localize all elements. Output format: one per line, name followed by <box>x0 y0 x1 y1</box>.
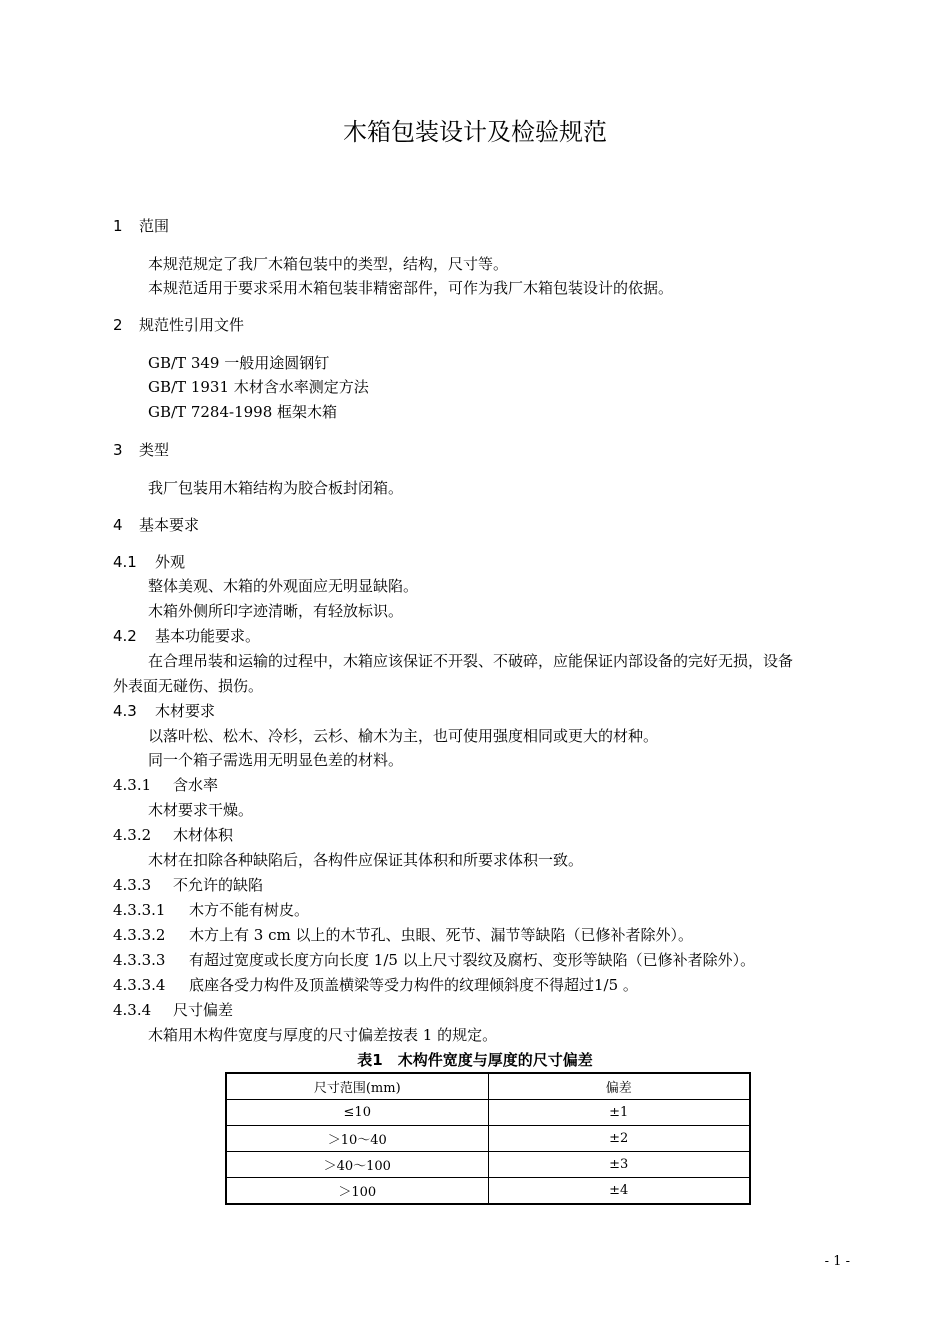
section-4-1-para-2: 木箱外侧所印字迹清晰，有轻放标识。 <box>148 602 404 620</box>
reference-item: GB/T 7284-1998 框架木箱 <box>148 403 338 421</box>
table-cell: ≤10 <box>226 1100 488 1126</box>
section-4-3-3-3: 4.3.3.3 有超过宽度或长度方向长度 1/5 以上尺寸裂纹及腐朽、变形等缺陷（已修补者除外）。 <box>113 951 756 969</box>
table-cell: ±1 <box>488 1100 750 1126</box>
table-row <box>226 1152 750 1178</box>
section-3-para-1: 我厂包装用木箱结构为胶合板封闭箱。 <box>148 479 404 497</box>
section-4-1-heading: 4.1 外观 <box>113 553 186 571</box>
table-row <box>226 1178 750 1205</box>
table-cell: ＞10～40 <box>226 1126 488 1152</box>
section-4-2-heading: 4.2 基本功能要求。 <box>113 627 261 645</box>
section-4-3-heading: 4.3 木材要求 <box>113 702 216 720</box>
section-4-2-para-1: 在合理吊装和运输的过程中，木箱应该保证不开裂、不破碎，应能保证内部设备的完好无损，设备 <box>148 652 794 670</box>
table-header-cell: 偏差 <box>488 1073 750 1100</box>
section-4-3-2-heading: 4.3.2 木材体积 <box>113 826 234 844</box>
table-row <box>226 1126 750 1152</box>
table-row <box>226 1100 750 1126</box>
section-4-heading: 4 基本要求 <box>113 516 200 534</box>
page-number: - 1 - <box>824 1254 850 1269</box>
table-header-row <box>226 1073 750 1100</box>
section-4-3-para-2: 同一个箱子需选用无明显色差的材料。 <box>148 751 404 769</box>
table-cell: ＞40～100 <box>226 1152 488 1178</box>
section-4-3-para-1: 以落叶松、松木、冷杉，云杉、榆木为主，也可使用强度相同或更大的材种。 <box>148 727 659 745</box>
section-3-heading: 3 类型 <box>113 441 170 459</box>
section-1-heading: 1 范围 <box>113 217 170 235</box>
section-4-3-3-2: 4.3.3.2 木方上有 3 cm 以上的木节孔、虫眼、死节、漏节等缺陷（已修补者除外）。 <box>113 926 693 944</box>
section-4-3-3-heading: 4.3.3 不允许的缺陷 <box>113 876 264 894</box>
section-1-para-1: 本规范规定了我厂木箱包装中的类型，结构，尺寸等。 <box>148 255 509 273</box>
section-4-3-2-para-1: 木材在扣除各种缺陷后，各构件应保证其体积和所要求体积一致。 <box>148 851 584 869</box>
section-4-3-1-heading: 4.3.1 含水率 <box>113 776 219 794</box>
section-4-3-1-para-1: 木材要求干燥。 <box>148 801 254 819</box>
section-4-3-3-1: 4.3.3.1 木方不能有树皮。 <box>113 901 310 919</box>
section-4-1-para-1: 整体美观、木箱的外观面应无明显缺陷。 <box>148 577 419 595</box>
table-header-cell: 尺寸范围(mm) <box>226 1073 488 1100</box>
reference-item: GB/T 349 一般用途圆钢钉 <box>148 354 330 372</box>
section-2-heading: 2 规范性引用文件 <box>113 316 245 334</box>
table-cell: ±2 <box>488 1126 750 1152</box>
deviation-table <box>225 1072 751 1205</box>
table-caption: 表1 木构件宽度与厚度的尺寸偏差 <box>357 1051 593 1069</box>
section-4-3-3-4: 4.3.3.4 底座各受力构件及顶盖横梁等受力构件的纹理倾斜度不得超过1/5 。 <box>113 976 638 994</box>
table-cell: ±3 <box>488 1152 750 1178</box>
section-4-3-4-para-1: 木箱用木构件宽度与厚度的尺寸偏差按表 1 的规定。 <box>148 1026 498 1044</box>
section-4-2-para-1-cont: 外表面无碰伤、损伤。 <box>113 677 264 695</box>
table-cell: ±4 <box>488 1178 750 1205</box>
document-title: 木箱包装设计及检验规范 <box>343 118 607 146</box>
section-4-3-4-heading: 4.3.4 尺寸偏差 <box>113 1001 234 1019</box>
section-1-para-2: 本规范适用于要求采用木箱包装非精密部件，可作为我厂木箱包装设计的依据。 <box>148 279 674 297</box>
table-cell: ＞100 <box>226 1178 488 1205</box>
reference-item: GB/T 1931 木材含水率测定方法 <box>148 378 369 396</box>
